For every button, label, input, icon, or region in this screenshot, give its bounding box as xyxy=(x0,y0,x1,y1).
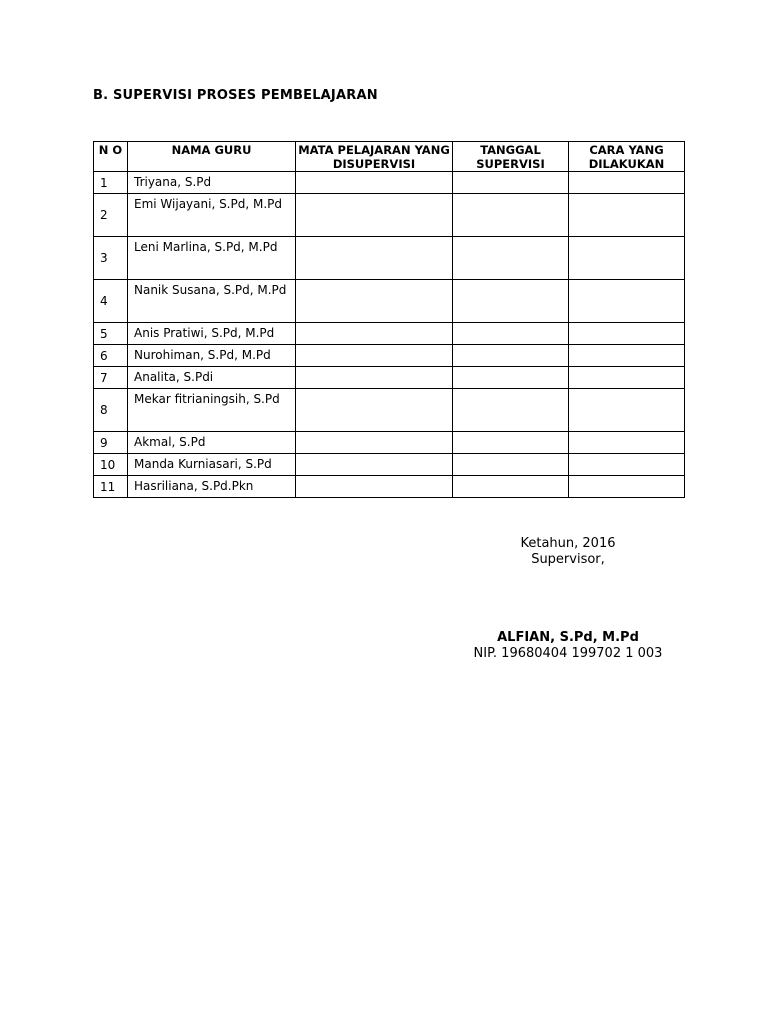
cell-name: Emi Wijayani, S.Pd, M.Pd xyxy=(128,194,296,237)
cell-method xyxy=(569,367,685,389)
table-row xyxy=(94,389,685,432)
cell-subject xyxy=(296,345,453,367)
cell-date xyxy=(453,194,569,237)
cell-name: Anis Pratiwi, S.Pd, M.Pd xyxy=(128,323,296,345)
table-row xyxy=(94,367,685,389)
cell-method xyxy=(569,345,685,367)
cell-subject xyxy=(296,432,453,454)
cell-subject xyxy=(296,476,453,498)
cell-method xyxy=(569,432,685,454)
signature-block xyxy=(520,536,616,568)
cell-date xyxy=(453,345,569,367)
cell-name: Hasriliana, S.Pd.Pkn xyxy=(128,476,296,498)
table-header-row xyxy=(94,142,685,172)
header-date: TANGGAL SUPERVISI xyxy=(453,142,569,172)
cell-date xyxy=(453,454,569,476)
table-row xyxy=(94,323,685,345)
cell-method xyxy=(569,323,685,345)
cell-no: 4 xyxy=(94,280,128,323)
table-row xyxy=(94,280,685,323)
cell-name: Leni Marlina, S.Pd, M.Pd xyxy=(128,237,296,280)
cell-subject xyxy=(296,237,453,280)
cell-date xyxy=(453,367,569,389)
cell-no: 11 xyxy=(94,476,128,498)
cell-date xyxy=(453,280,569,323)
cell-subject xyxy=(296,194,453,237)
cell-date xyxy=(453,389,569,432)
cell-subject xyxy=(296,172,453,194)
cell-name: Analita, S.Pdi xyxy=(128,367,296,389)
cell-no: 10 xyxy=(94,454,128,476)
cell-method xyxy=(569,476,685,498)
cell-no: 8 xyxy=(94,389,128,432)
cell-method xyxy=(569,389,685,432)
table-row xyxy=(94,476,685,498)
header-no: N O xyxy=(94,142,128,172)
cell-subject xyxy=(296,280,453,323)
cell-method xyxy=(569,194,685,237)
signature-role: Supervisor, xyxy=(531,552,605,567)
cell-method xyxy=(569,237,685,280)
cell-no: 7 xyxy=(94,367,128,389)
section-title: B. SUPERVISI PROSES PEMBELAJARAN xyxy=(93,88,378,103)
table-row xyxy=(94,432,685,454)
table-body xyxy=(94,172,685,498)
cell-no: 6 xyxy=(94,345,128,367)
cell-name: Akmal, S.Pd xyxy=(128,432,296,454)
cell-date xyxy=(453,476,569,498)
header-method: CARA YANG DILAKUKAN xyxy=(569,142,685,172)
signature-nip: NIP. 19680404 199702 1 003 xyxy=(473,646,663,661)
signature-name: ALFIAN, S.Pd, M.Pd xyxy=(497,630,639,645)
cell-name: Nurohiman, S.Pd, M.Pd xyxy=(128,345,296,367)
table-row xyxy=(94,345,685,367)
cell-date xyxy=(453,323,569,345)
cell-name: Manda Kurniasari, S.Pd xyxy=(128,454,296,476)
cell-method xyxy=(569,280,685,323)
cell-subject xyxy=(296,367,453,389)
header-name: NAMA GURU xyxy=(128,142,296,172)
cell-no: 3 xyxy=(94,237,128,280)
cell-no: 2 xyxy=(94,194,128,237)
cell-name: Triyana, S.Pd xyxy=(128,172,296,194)
table-row xyxy=(94,237,685,280)
cell-no: 1 xyxy=(94,172,128,194)
cell-no: 9 xyxy=(94,432,128,454)
cell-subject xyxy=(296,323,453,345)
cell-name: Mekar fitrianingsih, S.Pd xyxy=(128,389,296,432)
header-subject: MATA PELAJARAN YANG DISUPERVISI xyxy=(296,142,453,172)
table-row xyxy=(94,194,685,237)
cell-subject xyxy=(296,389,453,432)
cell-method xyxy=(569,172,685,194)
cell-subject xyxy=(296,454,453,476)
cell-date xyxy=(453,237,569,280)
signature-place-date: Ketahun, 2016 xyxy=(520,536,616,551)
cell-name: Nanik Susana, S.Pd, M.Pd xyxy=(128,280,296,323)
table-row xyxy=(94,454,685,476)
cell-date xyxy=(453,432,569,454)
cell-method xyxy=(569,454,685,476)
cell-date xyxy=(453,172,569,194)
cell-no: 5 xyxy=(94,323,128,345)
supervision-table xyxy=(93,141,685,498)
table-row xyxy=(94,172,685,194)
